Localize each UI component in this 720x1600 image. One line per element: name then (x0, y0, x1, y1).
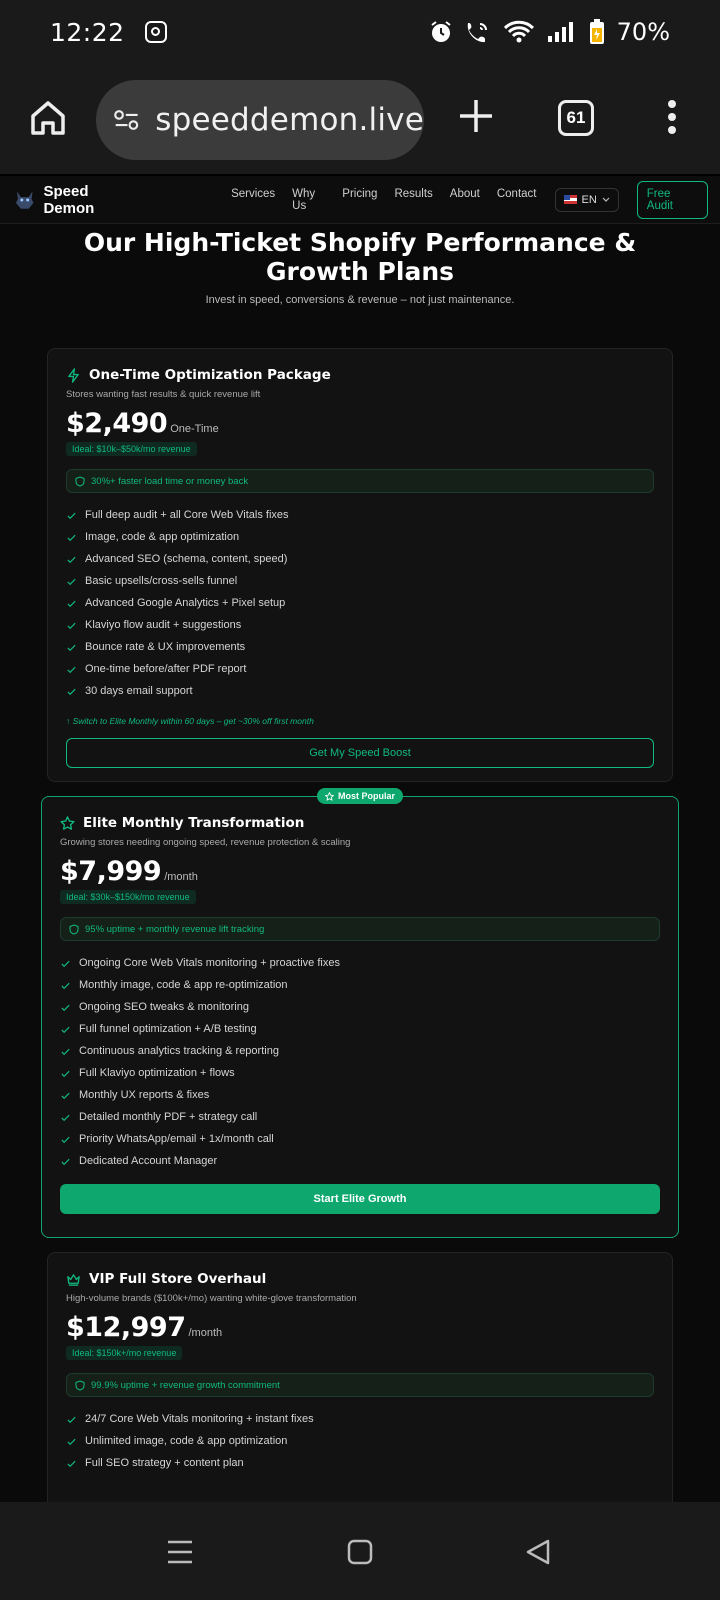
browser-menu-icon[interactable] (662, 100, 682, 140)
feature-text: Ongoing Core Web Vitals monitoring + proactive fixes (79, 957, 340, 969)
battery-percent: 70% (616, 18, 670, 46)
chevron-down-icon (602, 197, 610, 203)
upgrade-note: ↑ Switch to Elite Monthly within 60 days – get ~30% off first month (66, 716, 314, 726)
feature-item (66, 614, 654, 636)
check-icon (66, 664, 77, 675)
check-icon (66, 576, 77, 587)
check-icon (60, 1090, 71, 1101)
system-navigation-bar (0, 1502, 720, 1600)
site-navbar (0, 176, 720, 224)
feature-item (60, 1084, 660, 1106)
wifi-call-icon (465, 20, 491, 44)
demon-logo-icon (14, 189, 35, 211)
star-icon (60, 816, 75, 831)
status-time: 12:22 (50, 17, 125, 47)
check-icon (60, 1046, 71, 1057)
plan-guarantee (66, 1373, 654, 1397)
back-icon[interactable] (524, 1538, 552, 1566)
feature-item (66, 1452, 654, 1474)
site-settings-icon[interactable] (114, 107, 139, 133)
check-icon (66, 1436, 77, 1447)
alarm-icon (429, 20, 453, 44)
badge-label: Most Popular (337, 791, 396, 801)
feature-text: 30 days email support (85, 685, 193, 697)
star-icon (325, 792, 334, 801)
plan-card-elite-monthly (41, 791, 679, 1238)
browser-toolbar (0, 64, 720, 174)
instagram-notification-icon (145, 21, 167, 43)
feature-item (60, 1018, 660, 1040)
plan-guarantee (60, 917, 660, 941)
plan-card-one-time (47, 348, 673, 782)
nav-link-pricing[interactable]: Pricing (342, 187, 378, 200)
feature-text: Detailed monthly PDF + strategy call (79, 1111, 258, 1123)
plan-period: /month (188, 1327, 223, 1339)
new-tab-icon[interactable] (458, 98, 494, 134)
check-icon (66, 686, 77, 697)
feature-text: Unlimited image, code & app optimization (85, 1435, 288, 1447)
check-icon (60, 958, 71, 969)
wifi-icon (503, 20, 535, 44)
guarantee-text: 95% uptime + monthly revenue lift tracking (85, 923, 265, 935)
check-icon (60, 1068, 71, 1079)
start-elite-growth-button[interactable]: Start Elite Growth (60, 1184, 660, 1214)
pricing-title: Our High-Ticket Shopify Performance & Growth Plans (83, 228, 637, 286)
check-icon (60, 980, 71, 991)
brand-name: Speed Demon (43, 182, 95, 217)
status-bar (0, 0, 720, 64)
feature-item (60, 1040, 660, 1062)
feature-item (66, 636, 654, 658)
feature-item (66, 658, 654, 680)
nav-link-about[interactable]: About (449, 187, 480, 200)
lightning-icon (66, 368, 81, 383)
feature-text: Dedicated Account Manager (79, 1155, 218, 1167)
feature-text: Monthly UX reports & fixes (79, 1089, 210, 1101)
pricing-subtitle: Invest in speed, conversions & revenue – not just maintenance. (205, 294, 515, 306)
feature-text: Bounce rate & UX improvements (85, 641, 246, 653)
get-speed-boost-button[interactable]: Get My Speed Boost (66, 738, 654, 768)
feature-item (60, 974, 660, 996)
nav-link-results[interactable]: Results (394, 187, 433, 200)
crown-icon (66, 1272, 81, 1287)
feature-item (66, 592, 654, 614)
address-bar[interactable] (96, 80, 424, 160)
feature-text: One-time before/after PDF report (85, 663, 247, 675)
home-button-icon[interactable] (346, 1538, 374, 1566)
feature-text: Full funnel optimization + A/B testing (79, 1023, 257, 1035)
check-icon (60, 1024, 71, 1035)
check-icon (60, 1112, 71, 1123)
plan-title: One-Time Optimization Package (89, 367, 331, 383)
nav-link-contact[interactable]: Contact (496, 187, 537, 200)
feature-item (60, 1106, 660, 1128)
plan-price: $7,999 (60, 856, 162, 887)
battery-icon (589, 19, 605, 45)
plan-ideal-badge: Ideal: $10k–$50k/mo revenue (66, 442, 197, 456)
feature-item (66, 1408, 654, 1430)
check-icon (60, 1156, 71, 1167)
plan-subtitle: High-volume brands ($100k+/mo) wanting white-glove transformation (66, 1293, 357, 1304)
check-icon (60, 1002, 71, 1013)
feature-item (60, 1150, 660, 1172)
check-icon (66, 1458, 77, 1469)
plan-subtitle: Growing stores needing ongoing speed, revenue protection & scaling (60, 837, 351, 848)
plan-ideal-badge: Ideal: $150k+/mo revenue (66, 1346, 182, 1360)
feature-text: Image, code & app optimization (85, 531, 240, 543)
feature-text: Advanced SEO (schema, content, speed) (85, 553, 288, 565)
check-icon (66, 1414, 77, 1425)
plan-feature-list (66, 504, 654, 702)
check-icon (60, 1134, 71, 1145)
nav-links (231, 188, 536, 212)
shield-icon (69, 924, 79, 935)
check-icon (66, 598, 77, 609)
check-icon (66, 510, 77, 521)
guarantee-text: 30%+ faster load time or money back (91, 475, 249, 487)
plan-ideal-badge: Ideal: $30k–$150k/mo revenue (60, 890, 196, 904)
plan-feature-list (66, 1408, 654, 1474)
nav-link-why-us[interactable]: Why Us (292, 187, 316, 212)
web-content (0, 176, 720, 1502)
guarantee-text: 99.9% uptime + revenue growth commitment (91, 1379, 280, 1391)
plan-title: VIP Full Store Overhaul (89, 1271, 267, 1287)
feature-text: Full deep audit + all Core Web Vitals fixes (85, 509, 289, 521)
url-text: speeddemon.live (155, 102, 424, 138)
plan-subtitle: Stores wanting fast results & quick revenue lift (66, 389, 261, 400)
feature-text: Full SEO strategy + content plan (85, 1457, 244, 1469)
check-icon (66, 642, 77, 653)
feature-item (60, 996, 660, 1018)
feature-item (66, 526, 654, 548)
feature-item (66, 1430, 654, 1452)
plan-period: One-Time (170, 423, 219, 435)
home-icon[interactable] (28, 98, 68, 138)
check-icon (66, 532, 77, 543)
feature-text: Klaviyo flow audit + suggestions (85, 619, 242, 631)
recent-apps-icon[interactable] (166, 1538, 194, 1566)
most-popular-badge (317, 788, 403, 804)
feature-text: Monthly image, code & app re-optimization (79, 979, 288, 991)
feature-text: Priority WhatsApp/email + 1x/month call (79, 1133, 274, 1145)
feature-text: 24/7 Core Web Vitals monitoring + instant fixes (85, 1413, 314, 1425)
plan-period: /month (164, 871, 198, 883)
us-flag-icon (564, 195, 577, 204)
feature-item (66, 504, 654, 526)
language-label: EN (581, 193, 597, 206)
shield-icon (75, 1380, 85, 1391)
tab-switcher-button[interactable]: 61 (558, 100, 594, 136)
plan-guarantee (66, 469, 654, 493)
signal-icon (547, 20, 577, 44)
plan-feature-list (60, 952, 660, 1172)
feature-item (60, 1128, 660, 1150)
check-icon (66, 554, 77, 565)
free-audit-button[interactable]: Free Audit (637, 181, 708, 219)
feature-item (66, 570, 654, 592)
brand-logo[interactable] (14, 183, 141, 217)
plan-card-vip (47, 1252, 673, 1502)
language-selector[interactable] (555, 188, 619, 212)
feature-item (60, 1062, 660, 1084)
feature-text: Advanced Google Analytics + Pixel setup (85, 597, 286, 609)
plan-price: $12,997 (66, 1312, 186, 1343)
plan-price: $2,490 (66, 408, 168, 439)
feature-item (60, 952, 660, 974)
feature-text: Continuous analytics tracking & reporting (79, 1045, 279, 1057)
feature-text: Ongoing SEO tweaks & monitoring (79, 1001, 249, 1013)
check-icon (66, 620, 77, 631)
plan-title: Elite Monthly Transformation (83, 815, 305, 831)
shield-icon (75, 476, 85, 487)
feature-item (66, 680, 654, 702)
nav-link-services[interactable]: Services (231, 187, 276, 200)
feature-text: Basic upsells/cross-sells funnel (85, 575, 238, 587)
pricing-hero (0, 224, 720, 306)
feature-item (66, 548, 654, 570)
feature-text: Full Klaviyo optimization + flows (79, 1067, 235, 1079)
